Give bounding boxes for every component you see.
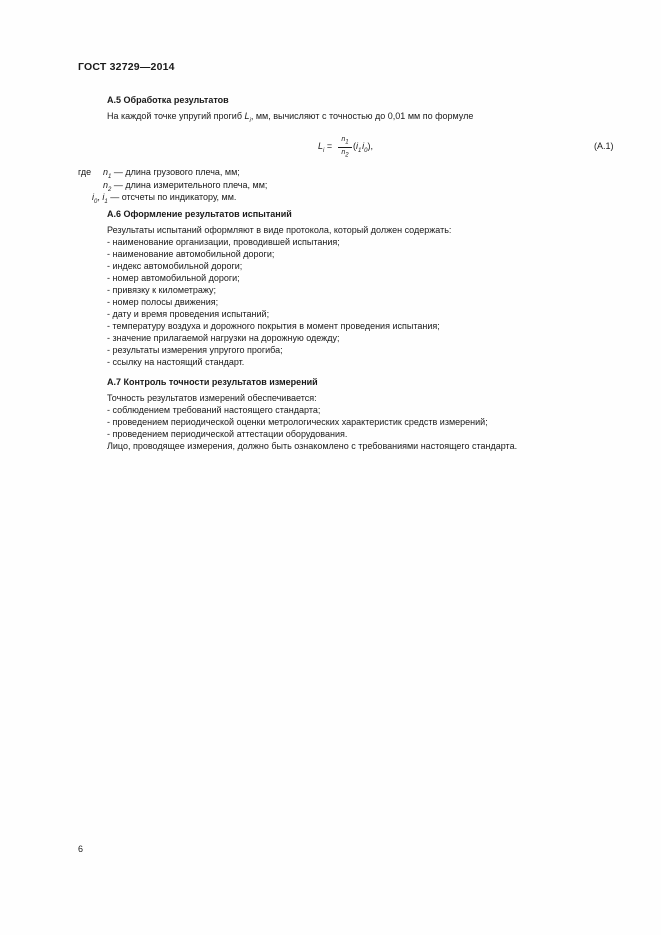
formula-rhs: ($i_1$ $i_0$), [353, 141, 373, 154]
fraction-denominator: $n_2$ [341, 149, 349, 159]
list-item: - результаты измерения упругого прогиба; [107, 345, 283, 355]
list-item: - номер автомобильной дороги; [107, 273, 240, 283]
where-item-n2: $n_2$ — длина измерительного плеча, мм; [103, 180, 268, 193]
list-item: - индекс автомобильной дороги; [107, 261, 243, 271]
equation-number: (А.1) [594, 141, 614, 151]
where-label: где [78, 167, 92, 177]
list-item: - проведением периодической оценки метрологических характеристик средств измерений; [107, 417, 488, 427]
list-item: - дату и время проведения испытаний; [107, 309, 270, 319]
list-item: - температуру воздуха и дорожного покрытия в момент проведения испытания; [107, 321, 440, 331]
formula-lhs: $L_i$ = [318, 141, 333, 154]
section-a7-title: А.7 Контроль точности результатов измерений [107, 377, 318, 387]
section-a6-intro: Результаты испытаний оформляют в виде протокола, который должен содержать: [107, 225, 452, 235]
fraction-bar [338, 147, 352, 148]
intro-text-before: На каждой точке упругий прогиб [107, 111, 245, 121]
fraction-numerator: $n_1$ [341, 136, 349, 146]
list-item: - ссылку на настоящий стандарт. [107, 357, 245, 367]
intro-sub: i [249, 117, 251, 124]
list-item: - проведением периодической аттестации оборудования. [107, 429, 348, 439]
list-item: - привязку к километражу; [107, 285, 217, 295]
intro-var: L [244, 111, 250, 121]
list-item: - наименование организации, проводившей испытания; [107, 237, 340, 247]
formula-a1 [318, 136, 438, 162]
list-item: - номер полосы движения; [107, 297, 219, 307]
where-item-n1: $n_1$ — длина грузового плеча, мм; [103, 167, 240, 180]
section-a7-closing: Лицо, проводящее измерения, должно быть ознакомлено с требованиями настоящего стандарта. [107, 441, 518, 451]
section-a7-intro: Точность результатов измерений обеспечивается: [107, 393, 317, 403]
section-a5-title: А.5 Обработка результатов [107, 95, 229, 105]
where-item-i0-i1: $i_0$, $i_1$ — отсчеты по индикатору, мм. [92, 192, 237, 205]
page-number: 6 [78, 844, 84, 854]
standard-header: ГОСТ 32729—2014 [78, 61, 175, 73]
list-item: - соблюдением требований настоящего стандарта; [107, 405, 321, 415]
list-item: - наименование автомобильной дороги; [107, 249, 275, 259]
intro-text-after: , мм, вычисляют с точностью до 0,01 мм по формуле [250, 111, 474, 121]
section-a5-intro [107, 111, 473, 124]
section-a6-title: А.6 Оформление результатов испытаний [107, 209, 292, 219]
list-item: - значение прилагаемой нагрузки на дорожную одежду; [107, 333, 340, 343]
